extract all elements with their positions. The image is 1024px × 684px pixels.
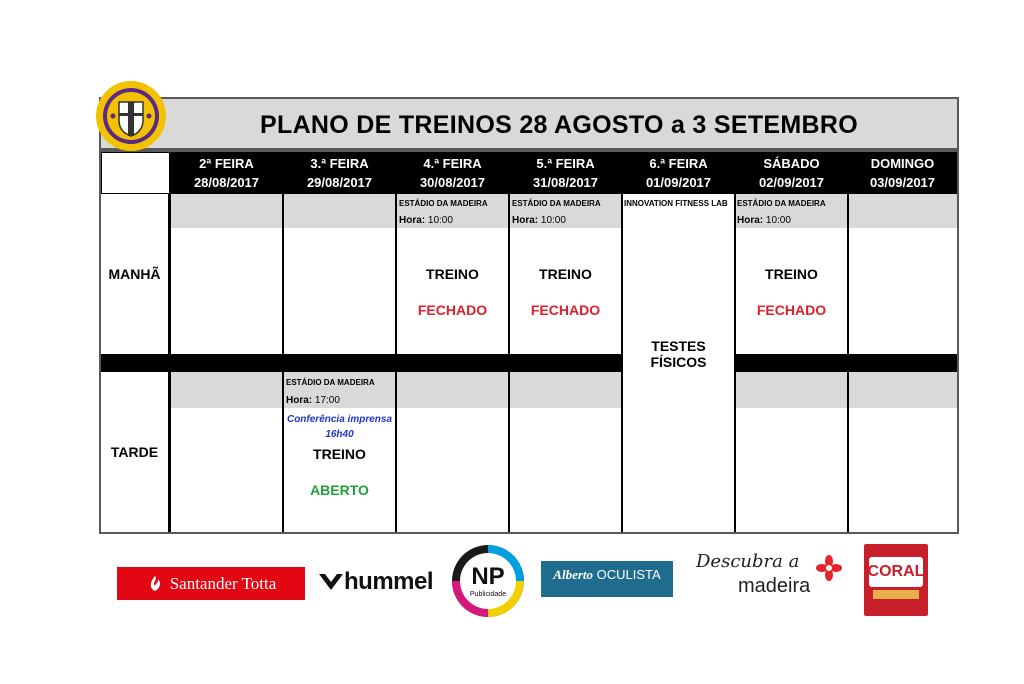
cell-location: ESTÁDIO DA MADEIRA xyxy=(737,199,826,208)
day-name: 2ª FEIRA xyxy=(199,156,254,171)
press-conference-note: Conferência imprensa 16h40 xyxy=(286,414,393,440)
cell-status-closed: FECHADO xyxy=(756,302,827,318)
slot-separator xyxy=(101,354,957,372)
day-date: 02/09/2017 xyxy=(758,175,825,190)
cell-location: ESTÁDIO DA MADEIRA xyxy=(512,199,601,208)
day-header-sat xyxy=(735,152,848,194)
day-name: DOMINGO xyxy=(870,156,935,171)
coral-beer-logo: CORAL xyxy=(864,544,928,616)
cell-time: Hora: 10:00 xyxy=(399,215,453,226)
day-date: 01/09/2017 xyxy=(645,175,712,190)
col-line xyxy=(395,192,397,532)
day-date: 30/08/2017 xyxy=(419,175,486,190)
slot-label-morning: MANHÃ xyxy=(101,194,170,354)
cell-location: ESTÁDIO DA MADEIRA xyxy=(286,378,375,387)
cell-activity: TREINO xyxy=(426,266,479,282)
cell-status-closed: FECHADO xyxy=(417,302,488,318)
hummel-logo: hummel xyxy=(318,566,436,598)
schedule-grid xyxy=(99,150,959,534)
day-name: 3.ª FEIRA xyxy=(310,156,369,171)
col-line xyxy=(508,192,510,532)
slot-label-afternoon: TARDE xyxy=(101,372,170,532)
cell-time: Hora: 10:00 xyxy=(512,215,566,226)
title-band xyxy=(99,97,959,150)
descubra-madeira-logo: Descubra a madeira xyxy=(696,551,842,601)
col-line xyxy=(847,192,849,532)
day-header-sun xyxy=(848,152,957,194)
flame-icon xyxy=(146,575,164,593)
cell-activity: TREINO xyxy=(539,266,592,282)
day-header-wed xyxy=(396,152,509,194)
day-header-tue xyxy=(283,152,396,194)
flower-icon xyxy=(816,555,842,581)
day-header-mon xyxy=(170,152,283,194)
cell-status-closed: FECHADO xyxy=(530,302,601,318)
day-date: 31/08/2017 xyxy=(532,175,599,190)
cell-location: ESTÁDIO DA MADEIRA xyxy=(399,199,488,208)
cell-activity: TREINO xyxy=(765,266,818,282)
cell-activity-fitness-tests: TESTES FÍSICOS xyxy=(650,338,707,370)
col-line xyxy=(282,192,284,532)
day-name: 4.ª FEIRA xyxy=(423,156,482,171)
chevrons-icon xyxy=(318,571,344,593)
np-publicidade-logo xyxy=(447,544,529,618)
cell-location: INNOVATION FITNESS LAB xyxy=(624,199,728,208)
afternoon-band-sat-sun xyxy=(735,372,957,408)
cell-time: Hora: 17:00 xyxy=(286,395,340,406)
svg-text:NP: NP xyxy=(471,563,505,590)
day-date: 03/09/2017 xyxy=(869,175,936,190)
day-date: 29/08/2017 xyxy=(306,175,373,190)
cell-activity: TREINO xyxy=(313,446,366,462)
day-header-fri xyxy=(622,152,735,194)
page-title: PLANO DE TREINOS 28 AGOSTO a 3 SETEMBRO xyxy=(260,111,858,139)
santander-totta-logo: Santander Totta xyxy=(117,567,305,600)
day-date: 28/08/2017 xyxy=(193,175,260,190)
day-name: SÁBADO xyxy=(763,156,820,171)
day-name: 5.ª FEIRA xyxy=(536,156,595,171)
alberto-oculista-logo: Alberto OCULISTA xyxy=(541,561,673,597)
cell-status-open: ABERTO xyxy=(310,482,369,498)
header-corner xyxy=(101,152,170,194)
cell-time: Hora: 10:00 xyxy=(737,215,791,226)
club-crest-logo xyxy=(95,80,167,152)
day-name: 6.ª FEIRA xyxy=(649,156,708,171)
svg-text:Publicidade: Publicidade xyxy=(469,591,507,598)
day-header-thu xyxy=(509,152,622,194)
